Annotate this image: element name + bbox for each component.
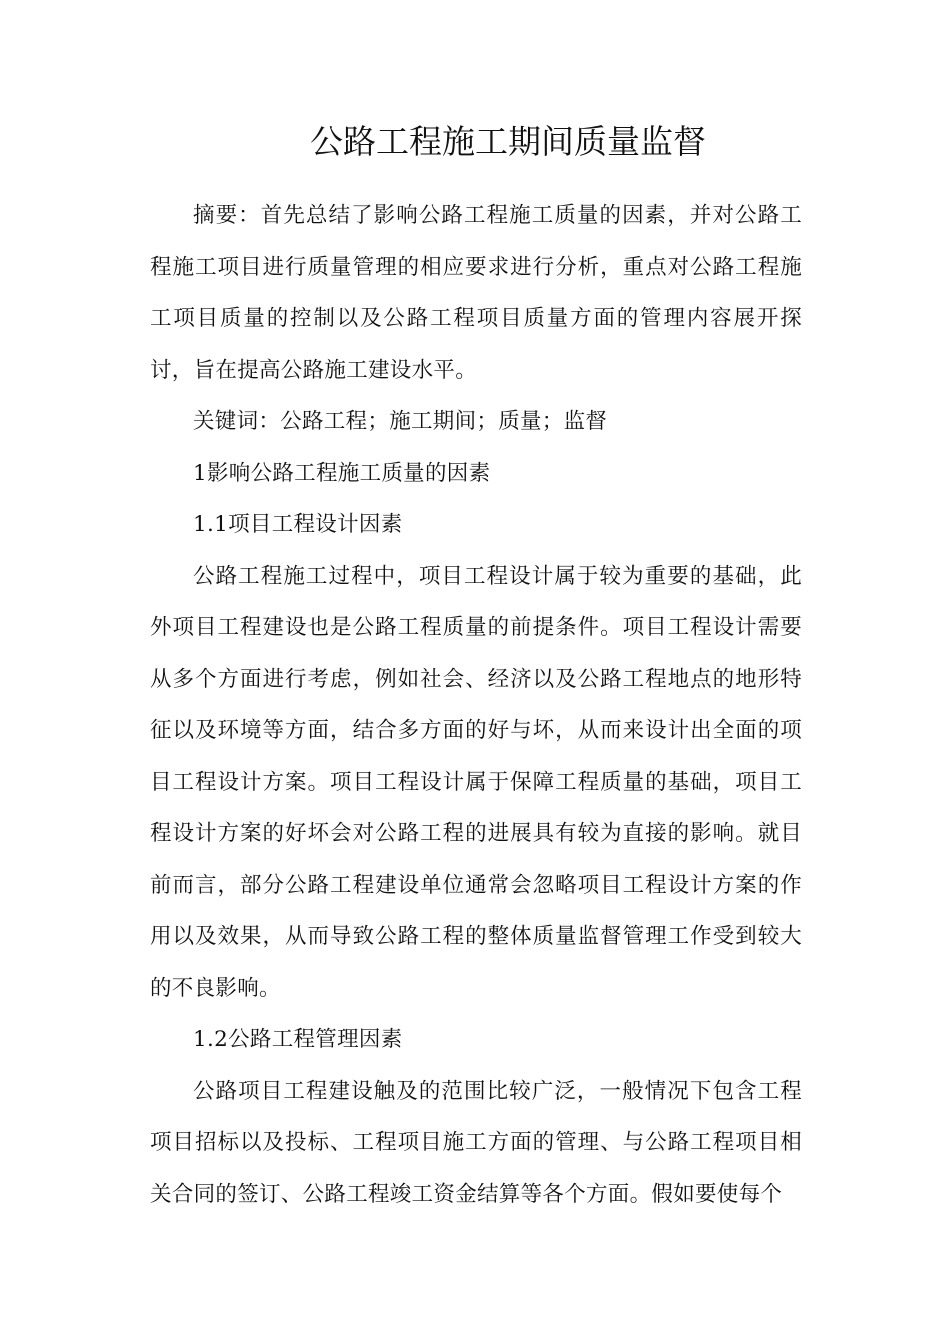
section-1-2-heading: 1.2公路工程管理因素 [193,1027,403,1052]
document-title: 公路工程施工期间质量监督 [310,122,706,161]
document-body [150,190,802,1220]
section-1-2-paragraph: 公路项目工程建设触及的范围比较广泛，一般情况下包含工程项目招标以及投标、工程项目施工方面的管理、与公路工程项目相关合同的签订、公路工程竣工资金结算等各个方面。假如要使每个 [150,1078,802,1207]
keywords-line: 关键词：公路工程；施工期间；质量；监督 [193,409,608,434]
section-1-1-paragraph: 公路工程施工过程中，项目工程设计属于较为重要的基础，此外项目工程建设也是公路工程质量的前提条件。项目工程设计需要从多个方面进行考虑，例如社会、经济以及公路工程地点的地形特征以及环境等方面，结合多方面的好与坏，从而来设计出全面的项目工程设计方案。项目工程设计属于保障工程质量的基础，项目工程设计方案的好坏会对公路工程的进展具有较为直接的影响。就目前而言，部分公路工程建设单位通常会忽略项目工程设计方案的作用以及效果，从而导致公路工程的整体质量监督管理工作受到较大的不良影响。 [150,563,802,1001]
abstract-paragraph: 摘要：首先总结了影响公路工程施工质量的因素，并对公路工程施工项目进行质量管理的相应要求进行分析，重点对公路工程施工项目质量的控制以及公路工程项目质量方面的管理内容展开探讨，旨在提高公路施工建设水平。 [150,203,802,383]
section-1-heading: 1影响公路工程施工质量的因素 [193,460,491,486]
section-1-1-heading: 1.1项目工程设计因素 [193,512,403,537]
